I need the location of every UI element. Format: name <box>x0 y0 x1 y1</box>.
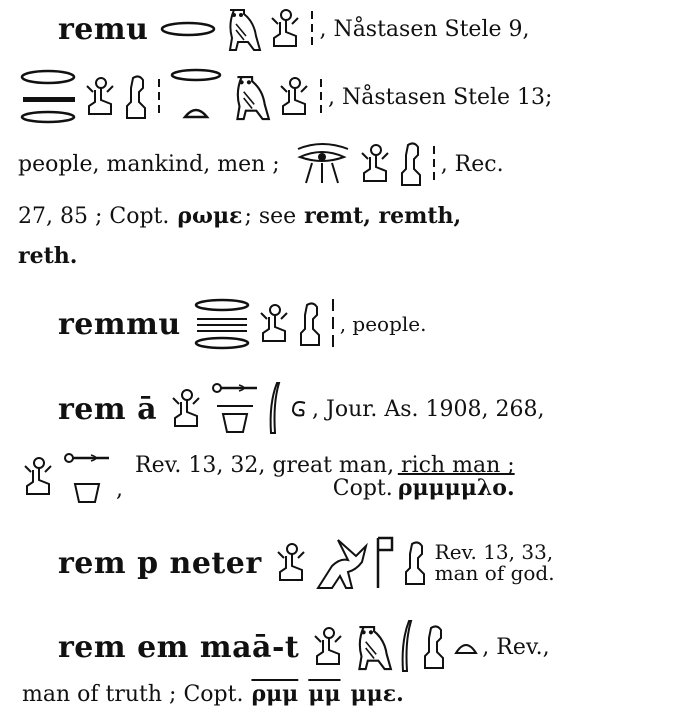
entry-remu-line1 <box>58 6 530 52</box>
seated-woman-glyph-icon <box>402 540 428 586</box>
coptic-word: ρωμε <box>177 203 243 229</box>
definition-text: people, mankind, men ; <box>18 151 280 177</box>
seated-man-glyph-icon <box>169 388 203 430</box>
rem-p-neter-reference-stack <box>435 542 555 584</box>
mouth-glyph-icon <box>19 67 77 127</box>
definition-text: , people. <box>339 312 427 336</box>
seated-man-glyph-icon <box>257 303 291 345</box>
definition-text: man of god. <box>434 561 555 585</box>
water-lines-glyph-icon <box>193 297 251 351</box>
griffin-glyph-icon <box>314 536 368 590</box>
entry-rema-line1 <box>58 374 544 444</box>
owl-glyph-icon <box>229 72 271 122</box>
entry-rem-p-neter <box>58 530 555 596</box>
headword-rem-p-neter: rem p neter <box>58 545 262 581</box>
entry-remu-line5 <box>18 240 77 272</box>
headword-rema: rem ā <box>58 391 158 427</box>
entry-remmu <box>58 292 427 356</box>
rema-reference-stack <box>135 454 515 500</box>
coptic-word: $\overline{\rho\mu\mu}$ <box>251 681 299 707</box>
rope-glyph-icon <box>289 399 309 419</box>
seated-man-glyph-icon <box>21 456 55 498</box>
reference-text: , Rev., <box>482 634 550 660</box>
coptic-word: μμε. <box>350 681 404 707</box>
cross-reference[interactable]: remt, remth, <box>304 203 462 229</box>
owl-glyph-icon <box>351 621 393 673</box>
copt-label: Copt. <box>332 476 393 501</box>
seated-man-glyph-icon <box>311 626 345 668</box>
entry-rem-em-maat <box>58 612 550 682</box>
entry-rem-em-maat-line2 <box>22 676 404 712</box>
seated-woman-glyph-icon <box>297 301 323 347</box>
arm-pot-glyph-icon <box>61 446 113 508</box>
coptic-word: ρμμμμλο. <box>397 475 515 501</box>
plural-strokes-glyph-icon <box>155 77 163 117</box>
entry-remu-line4 <box>18 198 461 234</box>
reference-text: , Nåstasen Stele 13; <box>328 84 553 110</box>
loaf-glyph-icon <box>453 637 479 657</box>
reference-text: , Jour. As. 1908, 268, <box>312 396 545 422</box>
feather-glyph-icon <box>399 619 415 675</box>
arm-pot-glyph-icon <box>209 378 261 440</box>
reference-text: Rev. 13, 33, <box>434 540 554 564</box>
headword-rem-em-maat: rem em maā-t <box>58 629 300 665</box>
seated-woman-glyph-icon <box>398 141 424 187</box>
seated-man-glyph-icon <box>277 76 311 118</box>
reference-text: Rev. 13, 32, great man, rich man ; <box>135 452 515 478</box>
mouth-glyph-icon <box>169 67 223 127</box>
definition-text: man of truth ; Copt. <box>22 681 244 707</box>
entry-remu-line2 <box>16 64 552 130</box>
comma-text: , <box>116 477 123 502</box>
seated-woman-glyph-icon <box>421 624 447 670</box>
plural-strokes-glyph-icon <box>329 297 337 351</box>
cross-reference[interactable]: reth. <box>18 243 78 269</box>
reference-text: , Rec. <box>440 151 504 177</box>
headword-remmu: remmu <box>58 306 181 342</box>
reference-text: , Nåstasen Stele 9, <box>319 16 530 42</box>
owl-glyph-icon <box>222 6 262 52</box>
headword-remu: remu <box>58 11 149 47</box>
plural-strokes-glyph-icon <box>317 77 325 117</box>
reference-text: 27, 85 ; Copt. <box>18 203 170 229</box>
mouth-glyph-icon <box>160 19 216 39</box>
entry-rema-line2 <box>18 444 515 510</box>
eye-glyph-icon <box>294 141 352 187</box>
entry-remu-line3 <box>18 138 504 190</box>
seated-man-glyph-icon <box>83 76 117 118</box>
seated-man-glyph-icon <box>274 542 308 584</box>
plural-strokes-glyph-icon <box>430 144 438 184</box>
seated-man-glyph-icon <box>358 143 392 185</box>
seated-woman-glyph-icon <box>123 74 149 120</box>
flag-glyph-icon <box>374 536 396 590</box>
see-text: ; see <box>244 203 297 229</box>
feather-glyph-icon <box>267 381 283 437</box>
seated-man-glyph-icon <box>268 8 302 50</box>
plural-strokes-glyph-icon <box>308 9 316 49</box>
coptic-word: $\overline{\mu\mu}$ <box>308 681 341 707</box>
